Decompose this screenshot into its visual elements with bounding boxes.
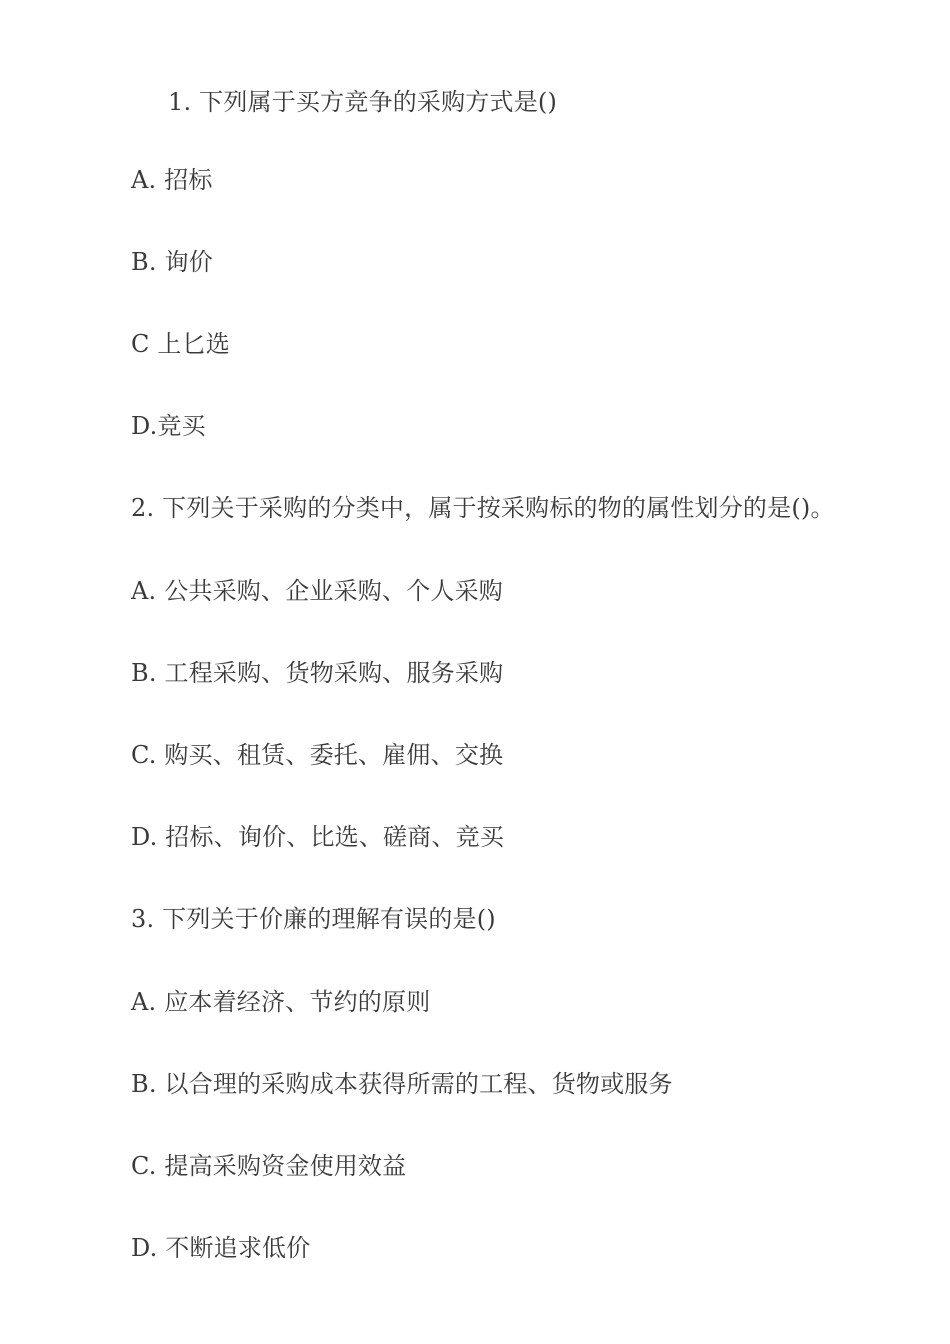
question-3-text: 3. 下列关于价廉的理解有误的是() (131, 905, 496, 933)
question-3-option-c: C. 提高采购资金使用效益 (131, 1152, 407, 1180)
question-1-option-a: A. 招标 (131, 166, 213, 194)
question-1-option-c: C 上匕选 (131, 330, 230, 358)
question-2-option-c: C. 购买、租赁、委托、雇佣、交换 (131, 741, 504, 769)
question-1-option-b: B. 询价 (131, 248, 213, 276)
question-2-option-a: A. 公共采购、企业采购、个人采购 (131, 577, 503, 605)
question-2-option-d: D. 招标、询价、比选、磋商、竞买 (131, 823, 505, 851)
question-3-option-b: B. 以合理的采购成本获得所需的工程、货物或服务 (131, 1070, 673, 1098)
question-3-option-a: A. 应本着经济、节约的原则 (131, 988, 431, 1016)
question-2-text: 2. 下列关于采购的分类中，属于按采购标的物的属性划分的是()。 (131, 494, 835, 522)
question-1-option-d: D.竞买 (131, 412, 206, 440)
question-1-text: 1. 下列属于买方竞争的采购方式是() (168, 88, 558, 116)
question-3-option-d: D. 不断追求低价 (131, 1234, 311, 1262)
question-2-option-b: B. 工程采购、货物采购、服务采购 (131, 659, 504, 687)
